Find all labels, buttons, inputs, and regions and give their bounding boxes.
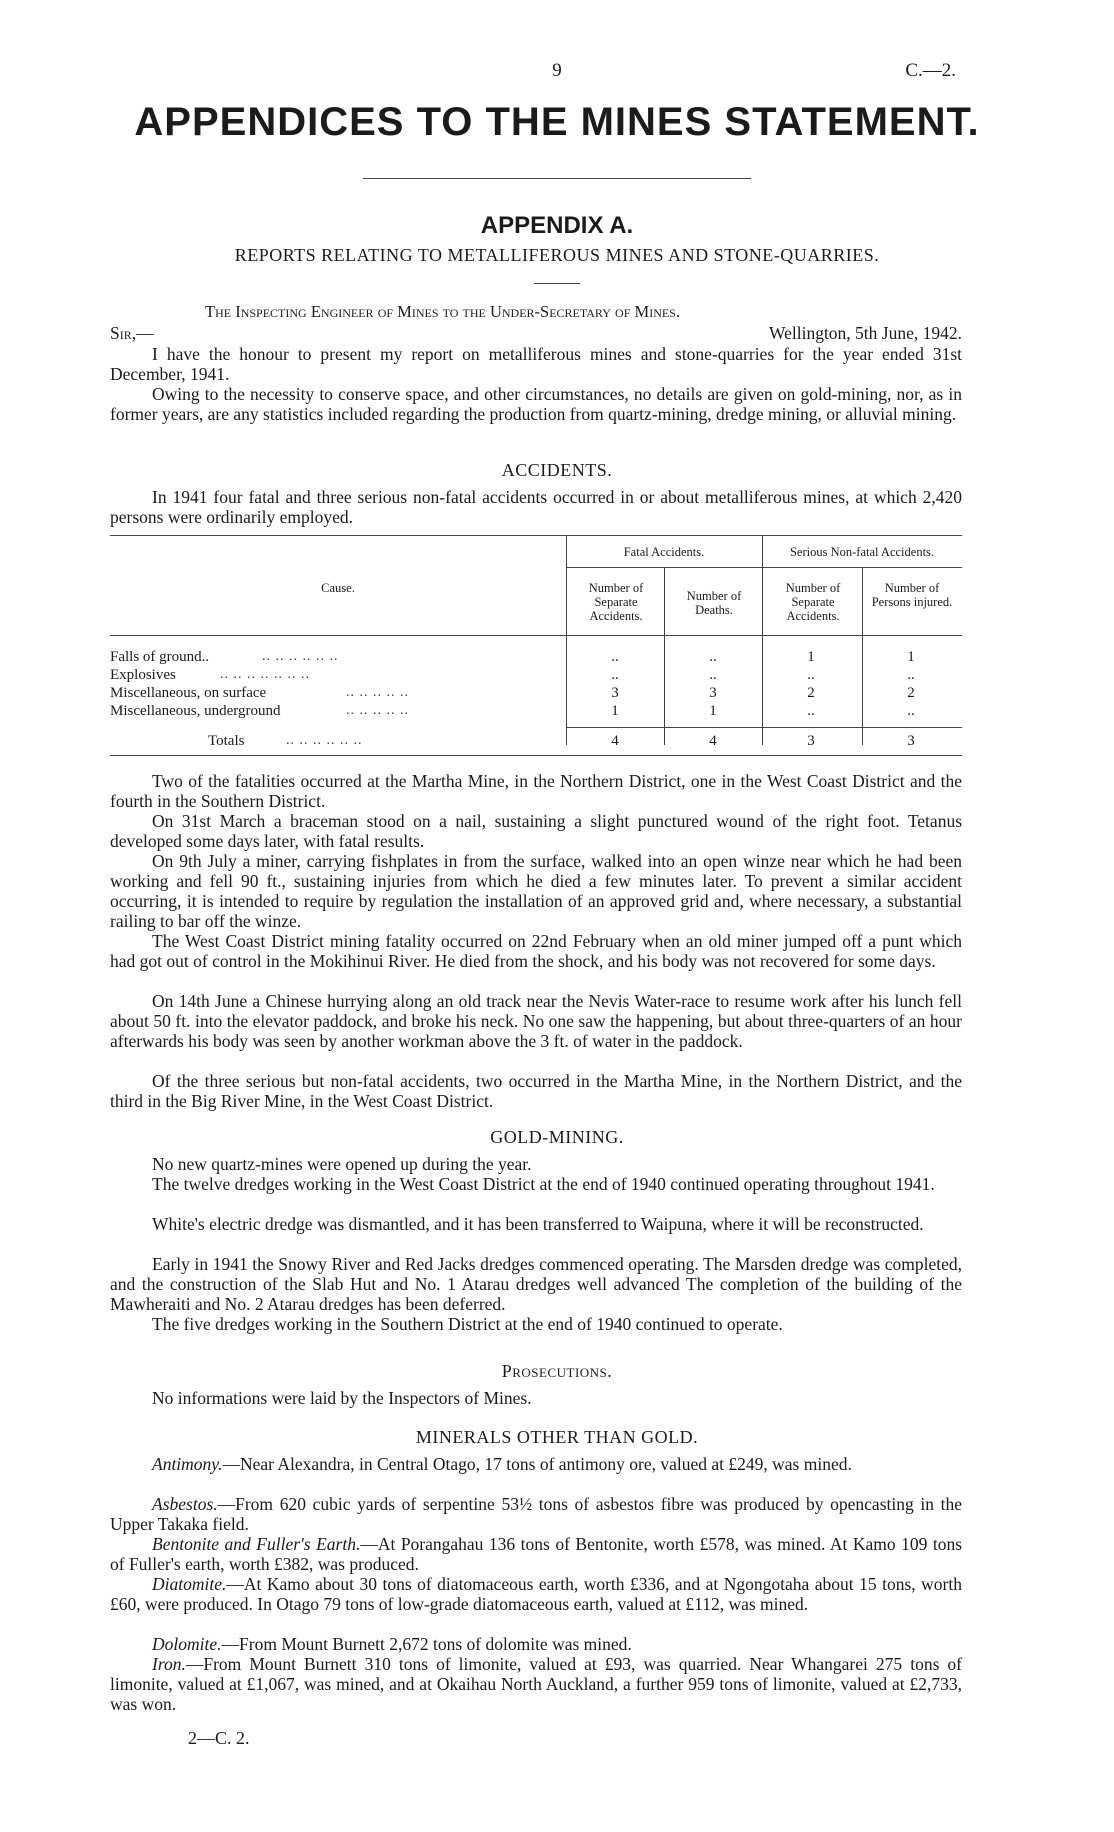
table-cell: .. (907, 703, 915, 719)
gold-mining-heading: GOLD-MINING. (490, 1127, 624, 1147)
letter-place-date: Wellington, 5th June, 1942. (768, 323, 962, 343)
table-cell: .. (611, 649, 619, 665)
gold-mining-paragraph: White's electric dredge was dismantled, and it has been transferred to Waipuna, where it will be reconstructed. (152, 1214, 924, 1234)
letter-addressee: The Inspecting Engineer of Mines to the Under-Secretary of Mines. (205, 302, 680, 321)
table-cell: 2 (907, 685, 915, 701)
gold-mining-paragraph: The five dredges working in the Southern District at the end of 1940 continued to operate. (152, 1314, 783, 1334)
gold-mining-paragraph: The twelve dredges working in the West Coast District at the end of 1940 continued operating throughout 1941. (152, 1174, 935, 1194)
table-group-rule (566, 567, 962, 568)
table-cell: 3 (907, 733, 915, 749)
totals-label: Totals (208, 733, 245, 749)
gold-mining-paragraph: No new quartz-mines were opened up during the year. (152, 1154, 532, 1174)
table-bottom-rule (110, 755, 962, 756)
col-deaths-header: Number of Deaths. (686, 589, 742, 617)
appendix-subtitle: REPORTS RELATING TO METALLIFEROUS MINES AND STONE-QUARRIES. (234, 245, 880, 265)
letter-salutation: Sir,— (110, 323, 154, 343)
table-top-rule (110, 535, 962, 536)
mineral-paragraph-diatomite: Diatomite.—At Kamo about 30 tons of diatomaceous earth, worth £336, and at Ngongotaha about 15 tons, worth £60, were produced. In Otago 79 tons of low-grade diatomaceous earth, valued at £112, was mined. (110, 1574, 962, 1614)
table-row-leader: .. .. .. .. .. .. (262, 649, 339, 664)
table-row-leader: .. .. .. .. .. .. .. (220, 667, 310, 682)
series-code: C.—2. (905, 60, 956, 81)
table-cell: .. (907, 667, 915, 683)
table-row-cause: Explosives (110, 667, 176, 683)
accidents-intro: In 1941 four fatal and three serious non-fatal accidents occurred in or about metalliferous mines, at which 2,420 persons were ordinarily employed. (110, 487, 962, 527)
accidents-paragraph: On 14th June a Chinese hurrying along an old track near the Nevis Water-race to resume work after his lunch fell about 50 ft. into the elevator paddock, and broke his neck. No one saw the happening, but about three-quarters of an hour afterwards his body was seen by another workman above the 3 ft. of water in the paddock. (110, 991, 962, 1051)
table-row-leader: .. .. .. .. .. (346, 685, 409, 700)
letter-paragraph: Owing to the necessity to conserve space, and other circumstances, no details are given on gold-mining, nor, as in former years, are any statistics included regarding the production from quartz-mining, dredge mining, or alluvial mining. (110, 384, 962, 424)
accidents-table (110, 535, 962, 770)
table-cell: .. (709, 649, 717, 665)
page-number: 9 (552, 60, 562, 81)
subtitle-divider (534, 283, 580, 284)
gold-mining-paragraph: Early in 1941 the Snowy River and Red Jacks dredges commenced operating. The Marsden dredge was completed, and the construction of the Slab Hut and No. 1 Atarau dredges well advanced The completion of the building of the Mawheraiti and No. 2 Atarau dredges has been deferred. (110, 1254, 962, 1314)
minerals-heading: MINERALS OTHER THAN GOLD. (415, 1427, 699, 1447)
col-separate-fatal-header: Number of Separate Accidents. (588, 581, 644, 623)
table-cell: 3 (807, 733, 815, 749)
prosecutions-paragraph: No informations were laid by the Inspectors of Mines. (152, 1388, 532, 1408)
table-cell: 1 (907, 649, 915, 665)
table-row-cause: Miscellaneous, on surface (110, 685, 267, 701)
footer-signature: 2—C. 2. (188, 1728, 250, 1748)
table-cell: 4 (709, 733, 717, 749)
table-cell: 4 (611, 733, 619, 749)
table-cell: 2 (807, 685, 815, 701)
table-cell: 3 (611, 685, 619, 701)
table-cell: 1 (709, 703, 717, 719)
table-cell: .. (807, 667, 815, 683)
accidents-paragraph: The West Coast District mining fatality occurred on 22nd February when an old miner jumped off a punt which had got out of control in the Mokihinui River. He died from the shock, and his body was not recovered for some days. (110, 931, 962, 971)
cause-header: Cause. (321, 581, 355, 595)
accidents-paragraph: On 31st March a braceman stood on a nail, sustaining a slight punctured wound of the right foot. Tetanus developed some days later, with fatal results. (110, 811, 962, 851)
table-row-cause: Miscellaneous, underground (110, 703, 281, 719)
fatal-accidents-header: Fatal Accidents. (623, 545, 705, 559)
prosecutions-heading: Prosecutions. (501, 1361, 613, 1381)
accidents-paragraph: On 9th July a miner, carrying fishplates in from the surface, walked into an open winze near which he had been working and fell 90 ft., sustaining injuries from which he died a few minutes later. To prevent a similar accident occurring, it is intended to require by regulation the installation of an approved grid and, where necessary, a substantial railing to bar off the winze. (110, 851, 962, 931)
mineral-paragraph-asbestos: Asbestos.—From 620 cubic yards of serpentine 53½ tons of asbestos fibre was produced by opencasting in the Upper Takaka field. (110, 1494, 962, 1534)
table-header-rule (110, 635, 962, 636)
mineral-paragraph-dolomite: Dolomite.—From Mount Burnett 2,672 tons of dolomite was mined. (152, 1634, 632, 1654)
mineral-paragraph-antimony: Antimony.—Near Alexandra, in Central Otago, 17 tons of antimony ore, valued at £249, was mined. (152, 1454, 852, 1474)
mineral-paragraph-iron: Iron.—From Mount Burnett 310 tons of limonite, valued at £93, was quarried. Near Whangarei 275 tons of limonite, valued at £1,067, was mined, and at Okaihau North Auckland, a further 959 tons of limonite, valued at £2,733, was won. (110, 1654, 962, 1714)
table-row-leader: .. .. .. .. .. (346, 703, 409, 718)
accidents-paragraph: Two of the fatalities occurred at the Martha Mine, in the Northern District, one in the West Coast District and the fourth in the Southern District. (110, 771, 962, 811)
table-cell: .. (709, 667, 717, 683)
table-cell: .. (807, 703, 815, 719)
accidents-paragraph: Of the three serious but non-fatal accidents, two occurred in the Martha Mine, in the Northern District, and the third in the Big River Mine, in the West Coast District. (110, 1071, 962, 1111)
title-divider (363, 178, 751, 179)
letter-paragraph: I have the honour to present my report on metalliferous mines and stone-quarries for the year ended 31st December, 1941. (110, 344, 962, 384)
col-separate-serious-header: Number of Separate Accidents. (785, 581, 841, 623)
table-row-cause: Falls of ground.. (110, 649, 210, 665)
table-cell: 1 (807, 649, 815, 665)
accidents-heading: ACCIDENTS. (501, 460, 613, 480)
col-persons-injured-header: Number of Persons injured. (871, 581, 953, 609)
table-cell: 1 (611, 703, 619, 719)
totals-rule (566, 727, 962, 728)
table-cell: 3 (709, 685, 717, 701)
appendix-title: APPENDIX A. (480, 212, 634, 239)
mineral-paragraph-bentonite: Bentonite and Fuller's Earth.—At Porangahau 136 tons of Bentonite, worth £578, was mined. At Kamo 109 tons of Fuller's earth, worth £382, was produced. (110, 1534, 963, 1574)
page-title: APPENDICES TO THE MINES STATEMENT. (134, 100, 980, 144)
table-cell: .. (611, 667, 619, 683)
serious-accidents-header: Serious Non-fatal Accidents. (789, 545, 935, 559)
table-row-leader: .. .. .. .. .. .. (286, 733, 363, 748)
